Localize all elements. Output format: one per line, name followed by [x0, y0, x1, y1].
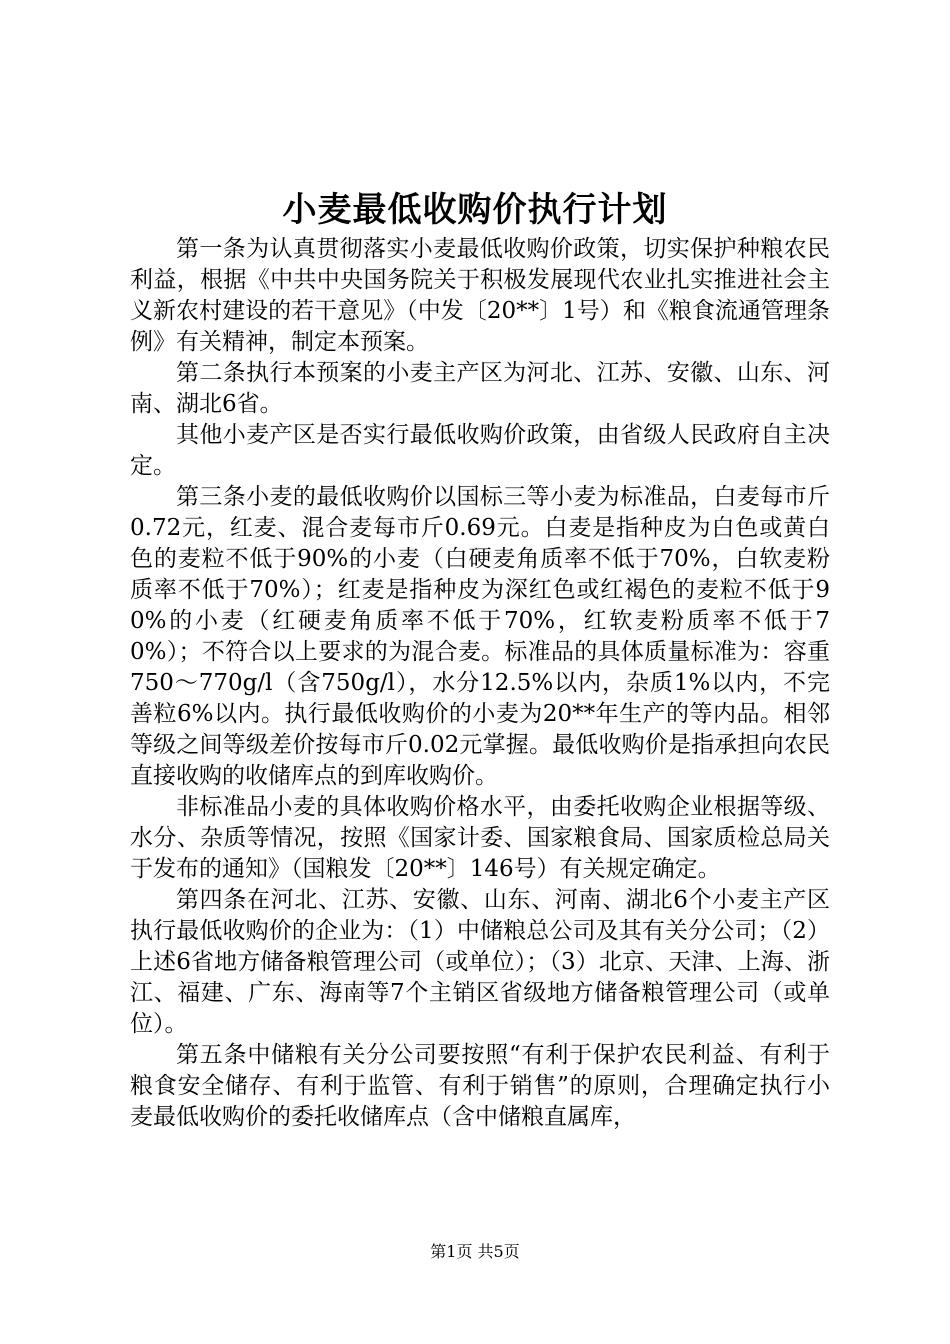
- paragraph-article-1: 第一条为认真贯彻落实小麦最低收购价政策，切实保护种粮农民利益，根据《中共中央国务院关于积极发展现代农业扎实推进社会主义新农村建设的若干意见》（中发〔20**〕1号）和《粮食流通管理条例》有关精神，制定本预案。: [130, 236, 830, 355]
- page-number-footer: 第1页 共5页: [430, 1242, 520, 1261]
- paragraph-non-standard: 非标准品小麦的具体收购价格水平，由委托收购企业根据等级、水分、杂质等情况，按照《国家计委、国家粮食局、国家质检总局关于发布的通知》（国粮发〔20**〕146号）有关规定确定。: [130, 794, 830, 882]
- paragraph-article-5: 第五条中储粮有关分公司要按照“有利于保护农民利益、有利于粮食安全储存、有利于监管、有利于销售”的原则，合理确定执行小麦最低收购价的委托收储库点（含中储粮直属库，: [130, 1042, 830, 1130]
- paragraph-article-4: 第四条在河北、江苏、安徽、山东、河南、湖北6个小麦主产区执行最低收购价的企业为：（1）中储粮总公司及其有关分公司；（2）上述6省地方储备粮管理公司（或单位）；（3）北京、天津、上海、浙江、福建、广东、海南等7个主销区省级地方储备粮管理公司（或单位）。: [130, 887, 830, 1037]
- paragraph-other-regions: 其他小麦产区是否实行最低收购价政策，由省级人民政府自主决定。: [130, 422, 830, 479]
- paragraph-article-3: 第三条小麦的最低收购价以国标三等小麦为标准品，白麦每市斤0.72元，红麦、混合麦每市斤0.69元。白麦是指种皮为白色或黄白色的麦粒不低于90%的小麦（白硬麦角质率不低于70%，白软麦粉质率不低于70%）；红麦是指种皮为深红色或红褐色的麦粒不低于90%的小麦（红硬麦角质率不低于70%，红软麦粉质率不低于70%）；不符合以上要求的为混合麦。标准品的具体质量标准为：容重750～770g/l（含750g/l），水分12.5%以内，杂质1%以内，不完善粒6%以内。执行最低收购价的小麦为20**年生产的等内品。相邻等级之间等级差价按每市斤0.02元掌握。最低收购价是指承担向农民直接收购的收储库点的到库收购价。: [130, 484, 830, 789]
- document-title: 小麦最低收购价执行计划: [282, 190, 668, 230]
- document-body: [130, 234, 830, 1133]
- paragraph-article-2: 第二条执行本预案的小麦主产区为河北、江苏、安徽、山东、河南、湖北6省。: [130, 360, 830, 417]
